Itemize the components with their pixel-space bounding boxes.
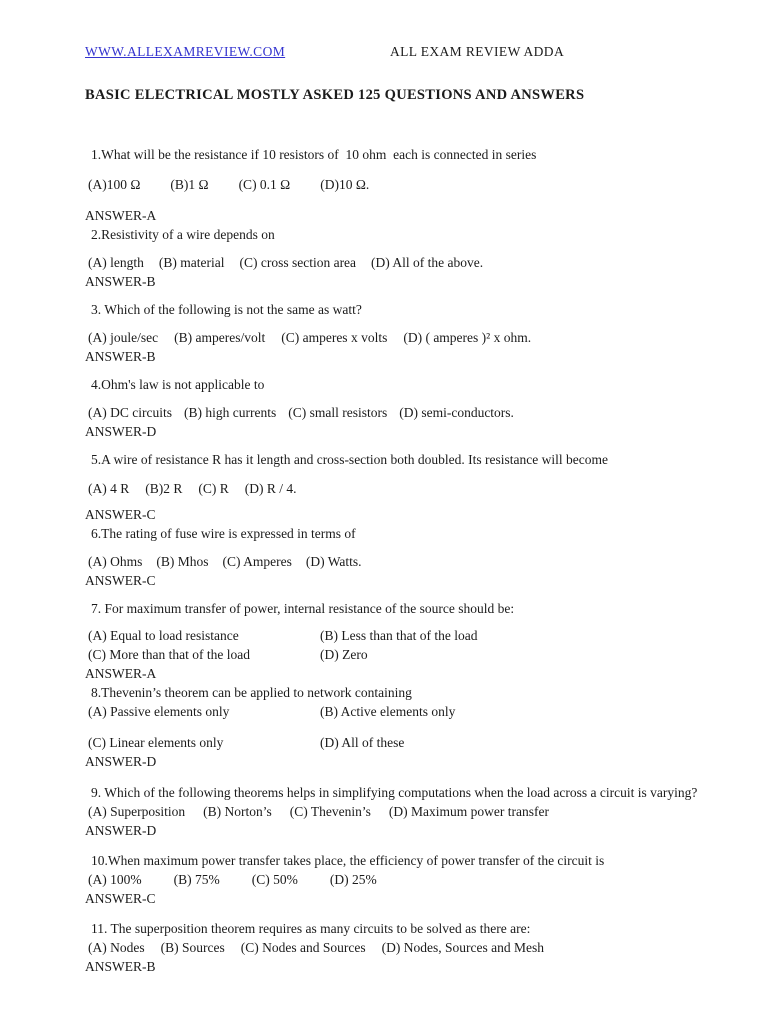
options-row	[85, 733, 710, 752]
question-options	[85, 253, 710, 272]
question-block-2	[85, 225, 710, 291]
options-row	[85, 479, 710, 498]
option: (A) 100%	[88, 872, 142, 887]
question-text: 11. The superposition theorem requires as many circuits to be solved as there are:	[91, 921, 531, 936]
option: (A) 4 R	[88, 481, 130, 496]
options-row	[85, 403, 710, 422]
question-block-1	[85, 145, 710, 225]
option: (B) material	[158, 255, 225, 270]
option: (C) cross section area	[239, 255, 357, 270]
options-row	[85, 645, 710, 664]
option: (B) high currents	[183, 405, 277, 420]
question-text: 9. Which of the following theorems helps in simplifying computations when the load across a circuit is varying?	[91, 785, 698, 800]
option: (A) joule/sec	[88, 330, 159, 345]
option: (D) semi-conductors.	[399, 405, 514, 420]
options-row	[85, 870, 710, 889]
options-row	[85, 626, 710, 645]
question-answer: ANSWER-D	[85, 424, 157, 439]
question-options	[85, 938, 710, 957]
question-options	[85, 328, 710, 347]
options-row	[85, 253, 710, 272]
option: (A) Nodes	[88, 940, 145, 955]
question-block-11	[85, 919, 710, 976]
question-options	[85, 870, 710, 889]
question-block-9	[85, 783, 710, 840]
option: (C) Nodes and Sources	[240, 940, 366, 955]
options-row	[85, 552, 710, 571]
question-answer: ANSWER-D	[85, 754, 157, 769]
question-answer: ANSWER-C	[85, 891, 156, 906]
document-header	[85, 42, 710, 61]
question-options	[85, 702, 710, 752]
options-row	[85, 702, 710, 721]
option: (A) DC circuits	[88, 405, 172, 420]
brand-text: ALL EXAM REVIEW ADDA	[390, 44, 565, 59]
question-answer: ANSWER-B	[85, 274, 156, 289]
option: (B)1 Ω	[170, 177, 209, 192]
option: (A) Passive elements only	[88, 704, 230, 719]
questions-list	[85, 145, 710, 976]
option: (C) R	[198, 481, 229, 496]
option: (D) 25%	[329, 872, 377, 887]
option: (D)10 Ω.	[320, 177, 370, 192]
question-answer: ANSWER-B	[85, 349, 156, 364]
question-options	[85, 175, 710, 194]
option: (D) Nodes, Sources and Mesh	[381, 940, 544, 955]
option: (C) Thevenin’s	[289, 804, 371, 819]
question-block-3	[85, 300, 710, 366]
option: (B) Active elements only	[320, 704, 456, 719]
option: (D) ( amperes )² x ohm.	[403, 330, 532, 345]
option: (D) Zero	[320, 647, 368, 662]
question-text: 10.When maximum power transfer takes place, the efficiency of power transfer of the circuit is	[91, 853, 605, 868]
question-text: 6.The rating of fuse wire is expressed in terms of	[91, 526, 356, 541]
question-text: 2.Resistivity of a wire depends on	[91, 227, 275, 242]
option: (A) Equal to load resistance	[88, 628, 239, 643]
option: (C) 0.1 Ω	[238, 177, 291, 192]
option: (D) Watts.	[305, 554, 362, 569]
option: (B) Norton’s	[203, 804, 272, 819]
question-answer: ANSWER-A	[85, 208, 157, 223]
option: (B)2 R	[145, 481, 183, 496]
question-options	[85, 552, 710, 571]
option: (D) All of the above.	[371, 255, 484, 270]
website-link[interactable]: WWW.ALLEXAMREVIEW.COM	[85, 44, 286, 59]
option: (A)100 Ω	[88, 177, 141, 192]
question-block-4	[85, 375, 710, 441]
option: (C) amperes x volts	[281, 330, 388, 345]
question-answer: ANSWER-A	[85, 666, 157, 681]
option: (D) All of these	[320, 735, 405, 750]
option: (B) Mhos	[156, 554, 209, 569]
option: (D) Maximum power transfer	[388, 804, 549, 819]
question-options	[85, 479, 710, 498]
question-text: 4.Ohm's law is not applicable to	[91, 377, 265, 392]
question-text: 7. For maximum transfer of power, internal resistance of the source should be:	[91, 601, 515, 616]
question-block-5	[85, 450, 710, 524]
option: (A) Superposition	[88, 804, 186, 819]
question-block-10	[85, 851, 710, 908]
question-options	[85, 802, 710, 821]
question-block-7	[85, 599, 710, 683]
options-row	[85, 938, 710, 957]
question-block-8	[85, 683, 710, 771]
option: (D) R / 4.	[244, 481, 297, 496]
question-answer: ANSWER-C	[85, 507, 156, 522]
option: (B) Less than that of the load	[320, 628, 478, 643]
options-row	[85, 328, 710, 347]
question-options	[85, 626, 710, 664]
question-text: 5.A wire of resistance R has it length and cross-section both doubled. Its resistance will become	[91, 452, 608, 467]
option: (A) length	[88, 255, 144, 270]
question-text: 8.Thevenin’s theorem can be applied to network containing	[91, 685, 412, 700]
option: (C) More than that of the load	[88, 647, 250, 662]
option: (C) 50%	[251, 872, 298, 887]
question-block-6	[85, 524, 710, 590]
option: (C) small resistors	[288, 405, 388, 420]
question-text: 1.What will be the resistance if 10 resistors of 10 ohm each is connected in series	[91, 147, 537, 162]
question-answer: ANSWER-B	[85, 959, 156, 974]
option: (C) Linear elements only	[88, 735, 224, 750]
question-text: 3. Which of the following is not the same as watt?	[91, 302, 362, 317]
option: (A) Ohms	[88, 554, 143, 569]
options-row	[85, 175, 710, 194]
option: (B) 75%	[173, 872, 220, 887]
question-answer: ANSWER-C	[85, 573, 156, 588]
options-row	[85, 802, 710, 821]
question-options	[85, 403, 710, 422]
question-answer: ANSWER-D	[85, 823, 157, 838]
option: (B) amperes/volt	[174, 330, 266, 345]
option: (B) Sources	[160, 940, 225, 955]
option: (C) Amperes	[222, 554, 292, 569]
page-title: BASIC ELECTRICAL MOSTLY ASKED 125 QUESTIONS AND ANSWERS	[85, 87, 585, 103]
